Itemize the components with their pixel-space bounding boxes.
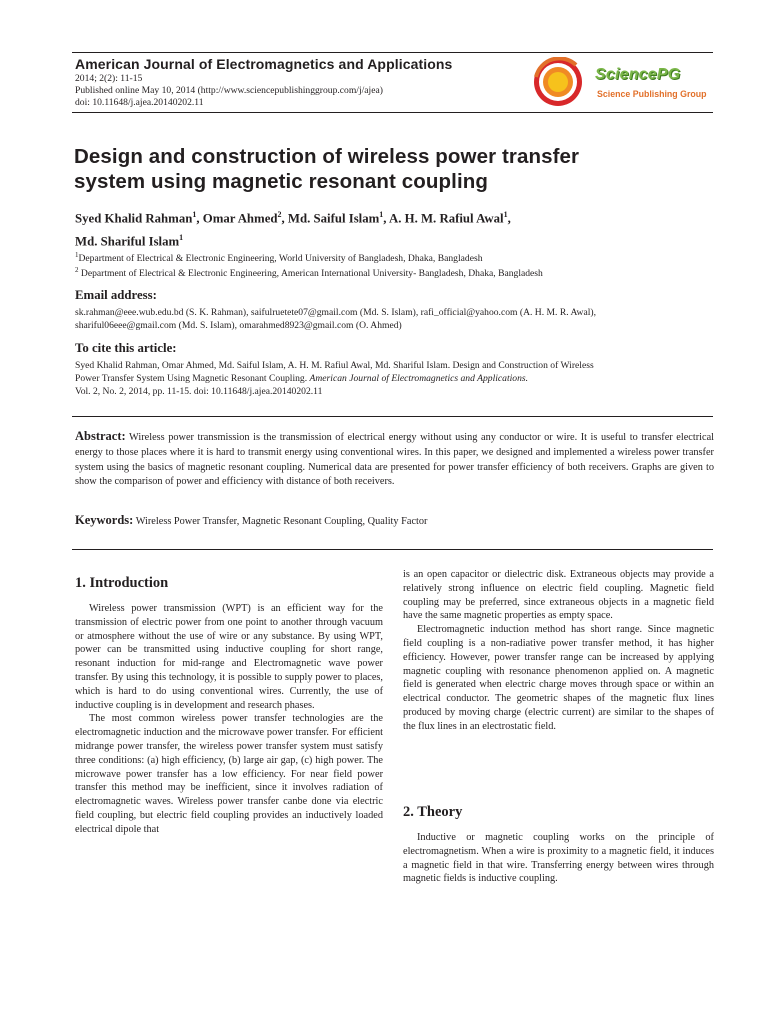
email-line-2: shariful06eee@gmail.com (Md. S. Islam), omarahmed8923@gmail.com (O. Ahmed) xyxy=(75,320,402,331)
author-3-affiliation: 1 xyxy=(379,210,384,219)
intro-paragraph-3: is an open capacitor or dielectric disk. Extraneous objects may provide a relatively strong influence on electric field coupling. Magnetic field coupling may be preferred, since extraneous objects in a magnetic field have the same magnetic properties as empty space. xyxy=(403,569,714,622)
intro-paragraph-1: Wireless power transmission (WPT) is an efficient way for the transmission of electric power from one point to another through vacuum or atmosphere without the use of wire or any substance. By using WPT, power can be transmitted using inductive coupling for short range, resonant induction for mid-range and Electromagnetic wave power transfer. By using this technology, it is possible to supply power to places, which is hard to do using conventional wires. Currently, the use of inductive coupling is in development and research phases. xyxy=(75,603,383,711)
author-4-affiliation: 1 xyxy=(503,210,508,219)
abstract-top-rule xyxy=(72,416,713,417)
email-heading: Email address: xyxy=(75,288,157,302)
keywords-label: Keywords: xyxy=(75,513,134,527)
author-2: , Omar Ahmed xyxy=(196,211,278,226)
abstract-bottom-rule xyxy=(72,549,713,550)
theory-heading: 2. Theory xyxy=(403,804,463,820)
theory-text xyxy=(403,831,714,886)
journal-volume: 2014; 2(2): 11-15 xyxy=(75,73,143,84)
logo-wordmark: SciencePG xyxy=(595,66,681,83)
citation-line-1: Syed Khalid Rahman, Omar Ahmed, Md. Saiful Islam, A. H. M. Rafiul Awal, Md. Shariful Islam. Design and Construction of Wireless xyxy=(75,360,594,371)
affiliation-2-text: Department of Electrical & Electronic Engineering, American International University- Bangladesh, Dhaka, Bangladesh xyxy=(78,268,543,280)
intro-paragraph-2: The most common wireless power transfer technologies are the electromagnetic induction and the microwave power transfer. For efficient midrange power transfer, the wireless power transfer system must satisfy three conditions: (a) high efficiency, (b) large air gap, (c) high power. The microwave power transfer has a low efficiency. For near field power transfer this method may be inefficient, since it involves radiation of electromagnetic waves. Wireless power transfer canbe done via electric field coupling, but electric field coupling provides an inductively loaded electrical dipole that xyxy=(75,713,383,835)
affiliation-1-number: 1 xyxy=(75,251,79,259)
email-line-1: sk.rahman@eee.wub.edu.bd (S. K. Rahman), saifulruetete07@gmail.com (Md. S. Islam), rafi_official@yahoo.com (A. H. M. R. Awal), xyxy=(75,307,597,318)
publication-info: Published online May 10, 2014 (http://www.sciencepublishinggroup.com/j/ajea) xyxy=(75,85,383,96)
author-1-affiliation: 1 xyxy=(192,210,197,219)
citation-line-2 xyxy=(75,372,715,385)
author-5-affiliation: 1 xyxy=(179,233,184,243)
author-3: , Md. Saiful Islam xyxy=(281,211,380,226)
doi-header: doi: 10.11648/j.ajea.20140202.11 xyxy=(75,97,204,108)
affiliation-2 xyxy=(75,266,543,279)
journal-name: American Journal of Electromagnetics and Applications xyxy=(75,56,453,72)
author-separator: , xyxy=(507,211,511,226)
affiliation-2-number: 2 xyxy=(75,266,79,274)
cite-heading: To cite this article: xyxy=(75,341,177,355)
keywords-text: Wireless Power Transfer, Magnetic Resonant Coupling, Quality Factor xyxy=(133,516,428,527)
introduction-heading: 1. Introduction xyxy=(75,575,169,591)
email-list xyxy=(75,306,715,332)
abstract-block xyxy=(75,429,714,490)
title-line-2: system using magnetic resonant coupling xyxy=(74,170,488,193)
citation-text xyxy=(75,359,715,398)
abstract-text: Wireless power transmission is the transmission of electrical energy without using any conductor or wire. It is useful to transfer electrical energy to those places where it is hard to transmit energy using conventional wires. In this paper, we designed and implemented a wireless power transfer system using the basics of magnetic resonant coupling. Numerical data are presented for power transfer efficiency of both receivers. Graphs are given to show the comparison of power and efficiency with distance of both receivers. xyxy=(75,432,714,488)
theory-paragraph-1: Inductive or magnetic coupling works on the principle of electromagnetism. When a wire is proximity to a magnetic field, it induces a magnetic field in that wire. Transferring energy between wires through magnetic fields is inductive coupling. xyxy=(403,832,714,885)
affiliation-1 xyxy=(75,251,483,264)
header-bottom-rule xyxy=(72,112,713,113)
intro-paragraph-4: Electromagnetic induction method has short range. Since magnetic field coupling is a non-radiative power transfer method, it has higher efficiency. However, power transfer range can be increased by applying magnetic coupling with resonance phenomenon applied on. A magnetic field is generated when electric charge moves through space or within an electrical conductor. The geometric shapes of the magnetic flux lines produced by moving charge (electric current) are similar to the shapes of the flux lines in an electrostatic field. xyxy=(403,624,714,732)
paper-title xyxy=(74,144,704,194)
author-list xyxy=(75,205,715,252)
keywords-block xyxy=(75,513,427,528)
left-column-text xyxy=(75,602,383,837)
header-top-rule xyxy=(72,52,713,53)
title-line-1: Design and construction of wireless power transfer xyxy=(74,145,580,168)
citation-title: Power Transfer System Using Magnetic Resonant Coupling. xyxy=(75,373,310,384)
right-column-text xyxy=(403,568,714,734)
author-2-affiliation: 2 xyxy=(277,210,282,219)
author-4: , A. H. M. Rafiul Awal xyxy=(383,211,504,226)
author-5: Md. Shariful Islam xyxy=(75,234,180,249)
citation-journal: American Journal of Electromagnetics and Applications. xyxy=(309,373,529,384)
author-1: Syed Khalid Rahman xyxy=(75,211,193,226)
abstract-label: Abstract: xyxy=(75,429,126,443)
citation-line-3: Vol. 2, No. 2, 2014, pp. 11-15. doi: 10.11648/j.ajea.20140202.11 xyxy=(75,386,323,397)
affiliation-1-text: Department of Electrical & Electronic Engineering, World University of Bangladesh, Dhaka, Bangladesh xyxy=(78,253,483,265)
logo-subtitle: Science Publishing Group xyxy=(597,89,707,99)
